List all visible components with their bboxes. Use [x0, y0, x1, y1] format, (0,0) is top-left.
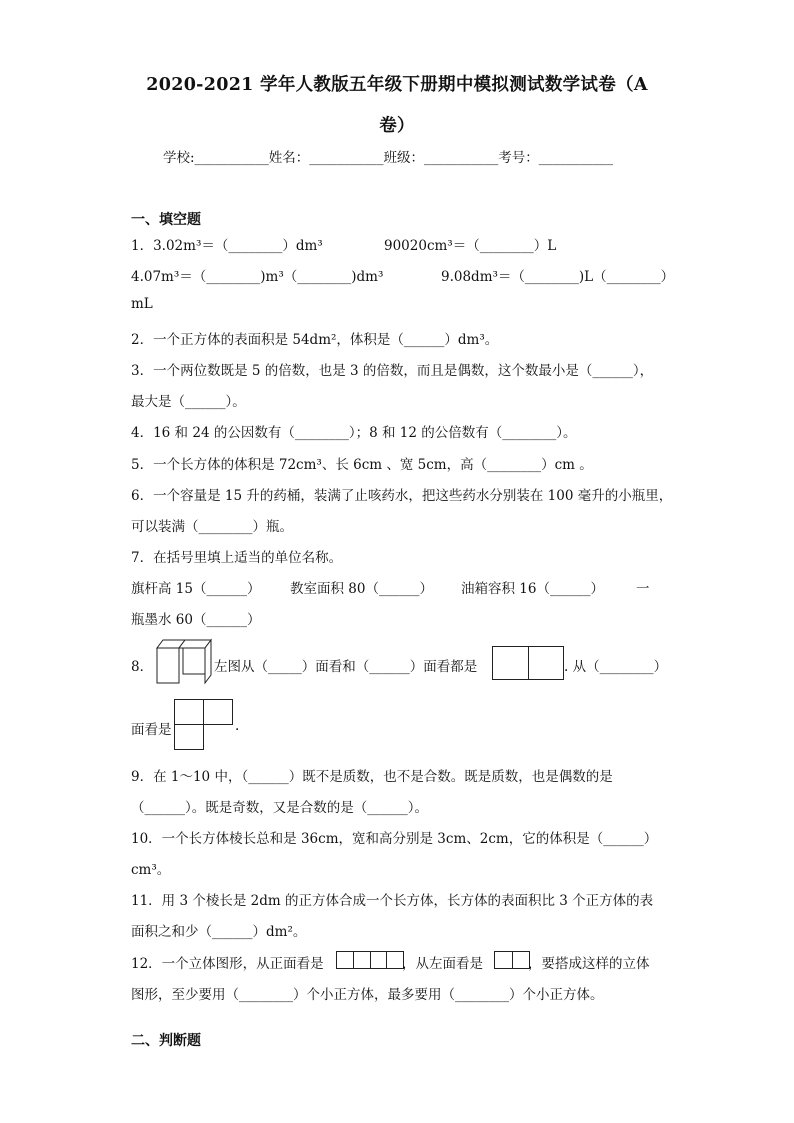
- question-6-line1: 6．一个容量是 15 升的药桶，装满了止咳药水，把这些药水分别装在 100 毫升的小瓶里，: [131, 488, 673, 504]
- q1-part-e: mL: [131, 296, 153, 312]
- question-6-line2: 可以装满（________）瓶。: [131, 519, 293, 535]
- question-12-text-b: ，从左面看是: [402, 956, 483, 972]
- view-two-squares-figure: [492, 646, 564, 680]
- question-12-text-c: ，要搭成这样的立体: [528, 956, 650, 972]
- section-fill-blank-heading: 一、填空题: [131, 212, 201, 228]
- student-info-line: 学校:___________姓名：___________班级：___________考号：___________: [163, 150, 614, 166]
- exam-title-line1: 2020-2021 学年人教版五年级下册期中模拟测试数学试卷（A: [146, 75, 648, 95]
- section-true-false-heading: 二、判断题: [131, 1033, 201, 1049]
- question-3-line1: 3．一个两位数既是 5 的倍数，也是 3 的倍数，而且是偶数，这个数最小是（______），: [131, 363, 654, 379]
- question-12-text-a: 12．一个立体图形，从正面看是: [131, 956, 324, 972]
- front-view-four-squares-figure: [336, 951, 404, 969]
- question-4: 4．16 和 24 的公因数有（________）；8 和 12 的公倍数有（________）。: [131, 425, 577, 441]
- question-8-text-d: .: [235, 718, 240, 734]
- cube-arrangement-figure: [153, 638, 213, 688]
- view-l-shape-figure: [174, 699, 234, 751]
- question-7-item-e: 瓶墨水 60（______）: [131, 612, 261, 628]
- left-view-two-squares-figure: [494, 951, 530, 969]
- question-7-item-d: 一: [636, 581, 650, 597]
- question-9-line1: 9．在 1～10 中，（______）既不是质数，也不是合数。既是质数，也是偶数的是: [131, 769, 613, 785]
- q1-part-d: 9.08dm³＝（________)L（________）: [441, 269, 675, 285]
- q1-part-c: 4.07m³＝（________)m³（________)dm³: [131, 269, 384, 285]
- question-10-line1: 10．一个长方体棱长总和是 36cm，宽和高分别是 3cm、2cm，它的体积是（______）: [131, 831, 658, 847]
- question-7-prompt: 7．在括号里填上适当的单位名称。: [131, 550, 343, 566]
- q1-part-b: 90020cm³＝（________）L: [384, 238, 557, 254]
- question-12-line2: 图形，至少要用（________）个小正方体，最多要用（________）个小正方体。: [131, 987, 604, 1003]
- question-5: 5．一个长方体的体积是 72cm³、长 6cm 、宽 5cm，高（________）cm 。: [131, 457, 593, 473]
- question-10-line2: cm³。: [131, 862, 171, 878]
- question-9-line2: （______）。既是奇数，又是合数的是（______）。: [131, 800, 428, 816]
- question-8-text-a: 左图从（_____）面看和（______）面看都是: [214, 659, 478, 675]
- question-11-line1: 11．用 3 个棱长是 2dm 的正方体合成一个长方体，长方体的表面积比 3 个正方体的表: [131, 893, 654, 909]
- question-8-text-b: . 从（________）: [564, 659, 668, 675]
- question-7-item-c: 油箱容积 16（______）: [461, 581, 604, 597]
- question-8-text-c: 面看是: [131, 722, 172, 738]
- question-7-item-a: 旗杆高 15（______）: [131, 581, 261, 597]
- question-3-line2: 最大是（______）。: [131, 394, 246, 410]
- exam-title-line2: 卷）: [379, 116, 415, 136]
- question-7-item-b: 教室面积 80（______）: [290, 581, 433, 597]
- q1-part-a: 1．3.02m³＝（________）dm³: [131, 238, 323, 254]
- question-8-number: 8．: [131, 659, 154, 675]
- question-2: 2．一个正方体的表面积是 54dm²，体积是（______）dm³。: [131, 332, 499, 348]
- question-11-line2: 面积之和少（______）dm²。: [131, 924, 307, 940]
